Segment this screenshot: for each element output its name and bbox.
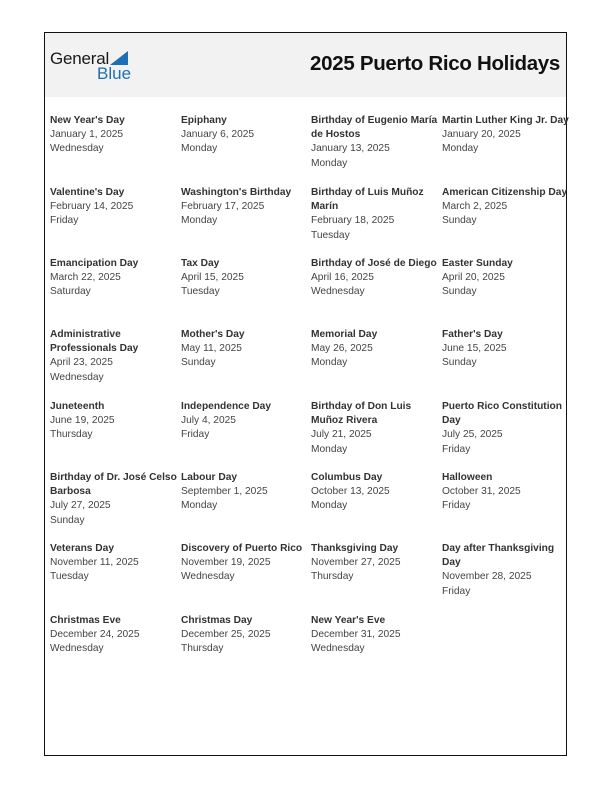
holiday-name: Columbus Day (311, 472, 383, 483)
holiday-weekday: Saturday (50, 286, 91, 298)
holiday-weekday: Wednesday (311, 643, 365, 655)
holiday-entry (311, 400, 439, 457)
holiday-date: May 11, 2025 (181, 343, 242, 355)
holiday-name: Birthday of Don Luis Muñoz Rivera (311, 401, 412, 427)
holiday-name: Veterans Day (50, 543, 114, 554)
holiday-name: Mother's Day (181, 329, 245, 340)
holiday-name: Birthday of José de Diego (311, 258, 437, 269)
logo-text-general: General (50, 49, 110, 68)
holiday-entry (181, 400, 309, 443)
holiday-name: American Citizenship Day (442, 187, 568, 198)
holiday-date: July 25, 2025 (442, 429, 503, 441)
holiday-entry (442, 471, 570, 514)
holiday-weekday: Tuesday (50, 571, 89, 583)
holiday-date: February 14, 2025 (50, 201, 134, 213)
holiday-entry (181, 471, 309, 514)
holiday-weekday: Monday (181, 215, 218, 227)
holiday-entry (50, 614, 178, 657)
holiday-date: July 4, 2025 (181, 415, 236, 427)
holiday-entry (442, 114, 570, 157)
holiday-name: Easter Sunday (442, 258, 513, 269)
holiday-entry (311, 542, 439, 585)
holiday-weekday: Friday (442, 443, 471, 455)
holiday-date: March 22, 2025 (50, 272, 121, 284)
holiday-date: January 20, 2025 (442, 129, 521, 141)
page-frame (44, 32, 567, 756)
holiday-name: Thanksgiving Day (311, 543, 399, 554)
page-title: 2025 Puerto Rico Holidays (310, 52, 560, 75)
holiday-entry (442, 186, 570, 229)
holiday-weekday: Friday (442, 585, 471, 597)
holiday-date: February 17, 2025 (181, 201, 265, 213)
logo-triangle-icon (110, 51, 128, 65)
holiday-name: Independence Day (181, 401, 272, 412)
holiday-entry (442, 328, 570, 371)
holiday-date: April 16, 2025 (311, 272, 374, 284)
holiday-weekday: Sunday (442, 286, 477, 298)
holiday-date: November 28, 2025 (442, 571, 532, 583)
holiday-entry (50, 471, 178, 528)
holiday-entry (181, 542, 309, 585)
holiday-weekday: Tuesday (311, 229, 350, 241)
holiday-entry (442, 257, 570, 300)
holiday-entry (50, 257, 178, 300)
holiday-name: Halloween (442, 472, 493, 483)
holiday-date: June 19, 2025 (50, 415, 115, 427)
holiday-date: January 13, 2025 (311, 143, 390, 155)
holiday-date: December 31, 2025 (311, 629, 401, 641)
holiday-entry (181, 257, 309, 300)
holiday-date: July 27, 2025 (50, 500, 111, 512)
holiday-entry (311, 114, 439, 171)
holiday-weekday: Sunday (181, 357, 216, 369)
holiday-weekday: Thursday (50, 429, 93, 441)
holiday-name: Juneteenth (50, 401, 105, 412)
holiday-weekday: Thursday (181, 643, 224, 655)
holiday-date: May 26, 2025 (311, 343, 373, 355)
holiday-entry (50, 328, 178, 385)
holiday-date: April 23, 2025 (50, 357, 113, 369)
holiday-date: November 19, 2025 (181, 557, 271, 569)
holiday-entry (311, 186, 439, 243)
holiday-name: Christmas Eve (50, 615, 121, 626)
holiday-entry (50, 114, 178, 157)
holiday-weekday: Monday (311, 500, 348, 512)
holiday-entry (181, 114, 309, 157)
holiday-date: March 2, 2025 (442, 201, 508, 213)
holiday-name: Christmas Day (181, 615, 253, 626)
holiday-name: Martin Luther King Jr. Day (442, 115, 569, 126)
holiday-weekday: Monday (311, 443, 348, 455)
holiday-date: January 6, 2025 (181, 129, 255, 141)
holiday-entry (311, 328, 439, 371)
holiday-entry (50, 400, 178, 443)
holiday-weekday: Wednesday (50, 371, 104, 383)
holiday-date: September 1, 2025 (181, 486, 268, 498)
holiday-entry (181, 186, 309, 229)
holiday-name: Tax Day (181, 258, 220, 269)
holiday-weekday: Wednesday (50, 643, 104, 655)
holiday-entry (181, 328, 309, 371)
holiday-weekday: Friday (442, 500, 471, 512)
holiday-date: June 15, 2025 (442, 343, 507, 355)
holiday-date: October 13, 2025 (311, 486, 390, 498)
holiday-date: November 11, 2025 (50, 557, 139, 569)
holiday-date: December 25, 2025 (181, 629, 271, 641)
holiday-name: Memorial Day (311, 329, 378, 340)
holiday-name: Emancipation Day (50, 258, 139, 269)
holiday-name: Birthday of Eugenio María de Hostos (311, 115, 438, 141)
holiday-entry (311, 614, 439, 657)
holiday-weekday: Monday (311, 157, 348, 169)
holiday-weekday: Monday (181, 143, 218, 155)
holiday-entry (311, 471, 439, 514)
holiday-name: New Year's Day (50, 115, 125, 126)
holiday-date: February 18, 2025 (311, 215, 395, 227)
holiday-name: Valentine's Day (50, 187, 125, 198)
holiday-weekday: Monday (311, 357, 348, 369)
holiday-entry (442, 400, 570, 457)
holiday-weekday: Wednesday (181, 571, 235, 583)
holiday-name: Day after Thanksgiving Day (442, 543, 555, 569)
holiday-name: Labour Day (181, 472, 238, 483)
holiday-date: January 1, 2025 (50, 129, 124, 141)
holiday-entry (442, 542, 570, 599)
holiday-date: December 24, 2025 (50, 629, 140, 641)
holiday-weekday: Friday (50, 215, 79, 227)
holiday-name: New Year's Eve (311, 615, 386, 626)
holiday-date: April 15, 2025 (181, 272, 244, 284)
holiday-weekday: Tuesday (181, 286, 220, 298)
holiday-name: Washington's Birthday (181, 187, 292, 198)
holiday-name: Birthday of Luis Muñoz Marín (311, 187, 424, 213)
holiday-name: Discovery of Puerto Rico (181, 543, 303, 554)
holiday-name: Birthday of Dr. José Celso Barbosa (50, 472, 177, 498)
holiday-name: Father's Day (442, 329, 503, 340)
holiday-entry (50, 186, 178, 229)
generalblue-logo (50, 49, 140, 83)
holiday-weekday: Thursday (311, 571, 354, 583)
holiday-weekday: Monday (181, 500, 218, 512)
holiday-name: Epiphany (181, 115, 227, 126)
holiday-entry (50, 542, 178, 585)
holiday-entry (181, 614, 309, 657)
holiday-weekday: Wednesday (50, 143, 104, 155)
holiday-weekday: Friday (181, 429, 210, 441)
holiday-date: October 31, 2025 (442, 486, 521, 498)
holiday-weekday: Sunday (50, 514, 85, 526)
holiday-entry (311, 257, 439, 300)
logo-text-blue: Blue (97, 64, 132, 83)
holiday-weekday: Monday (442, 143, 479, 155)
holiday-weekday: Sunday (442, 215, 477, 227)
holiday-date: April 20, 2025 (442, 272, 505, 284)
holiday-weekday: Sunday (442, 357, 477, 369)
holiday-date: November 27, 2025 (311, 557, 401, 569)
holiday-name: Puerto Rico Constitution Day (442, 401, 562, 427)
header-band (45, 33, 566, 97)
holiday-weekday: Wednesday (311, 286, 365, 298)
holiday-name: Administrative Professionals Day (50, 329, 139, 355)
holiday-date: July 21, 2025 (311, 429, 372, 441)
